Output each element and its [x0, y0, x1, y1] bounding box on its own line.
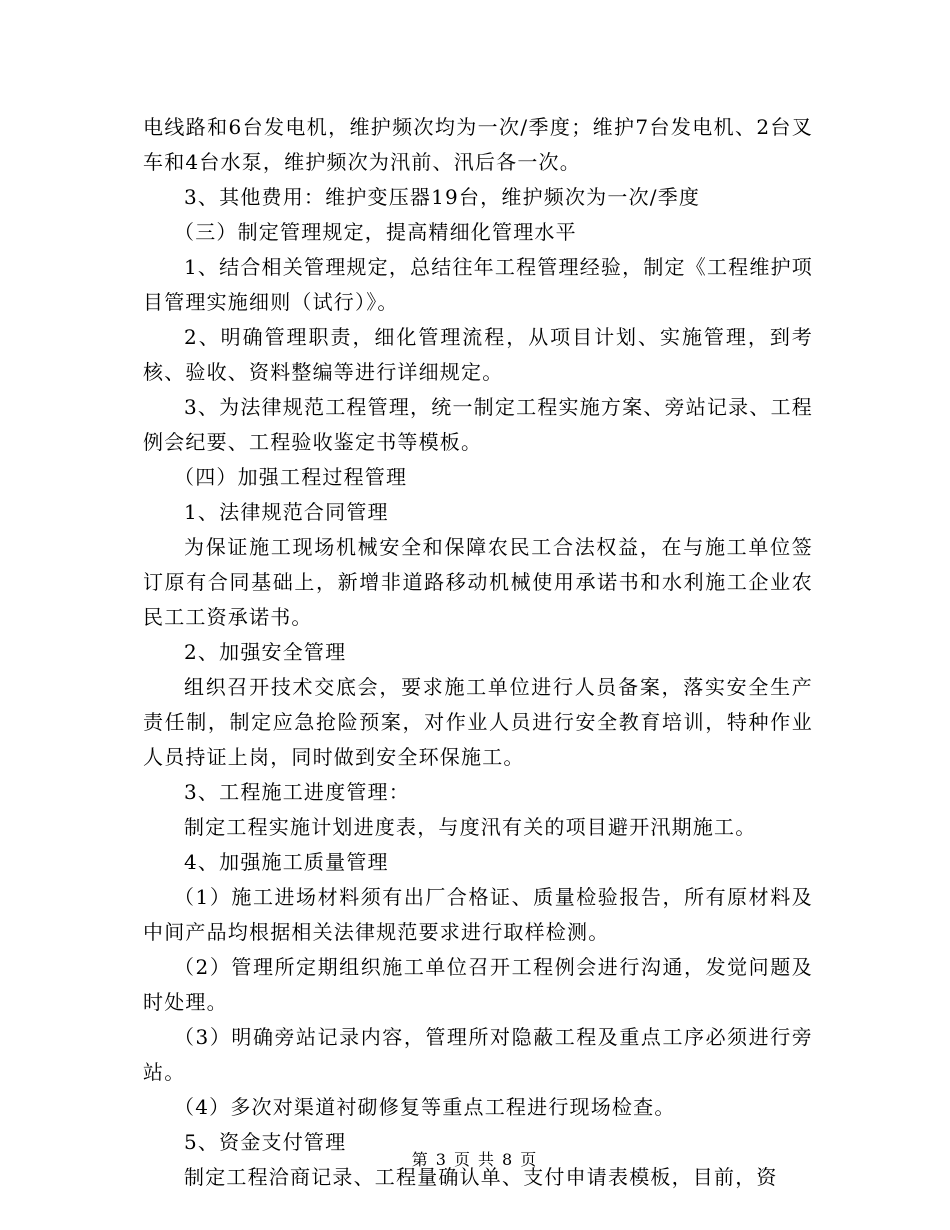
paragraph-contract: 为保证施工现场机械安全和保障农民工合法权益，在与施工单位签订原有合同基础上，新增非道路移动机械使用承诺书和水利施工企业农民工工资承诺书。 [143, 535, 813, 629]
paragraph-1: 电线路和6台发电机，维护频次均为一次/季度；维护7台发电机、2台叉车和4台水泵，维护频次为汛前、汛后各一次。 [143, 115, 813, 174]
page-number: 3 [435, 1150, 448, 1169]
footer-prefix: 第 [411, 1150, 430, 1169]
paragraph-2: 3、其他费用：维护变压器19台，维护频次为一次/季度 [184, 185, 701, 209]
footer-total-label: 共 [478, 1150, 497, 1169]
section-heading-3: （三）制定管理规定，提高精细化管理水平 [174, 220, 577, 244]
paragraph-5: 2、明确管理职责，细化管理流程，从项目计划、实施管理，到考核、验收、资料整编等进行详细规定。 [143, 325, 813, 384]
section-heading-4: （四）加强工程过程管理 [174, 465, 408, 489]
document-body [143, 110, 813, 1195]
page-footer [0, 1150, 950, 1170]
quality-item-2: （2）管理所定期组织施工单位召开工程例会进行沟通，发觉问题及时处理。 [143, 955, 813, 1014]
paragraph-safety: 组织召开技术交底会，要求施工单位进行人员备案，落实安全生产责任制，制定应急抢险预案，对作业人员进行安全教育培训，特种作业人员持证上岗，同时做到安全环保施工。 [143, 675, 813, 769]
paragraph-progress: 制定工程实施计划进度表，与度汛有关的项目避开汛期施工。 [184, 815, 757, 839]
page-total: 8 [502, 1150, 515, 1169]
paragraph-payment: 制定工程洽商记录、工程量确认单、支付申请表模板，目前，资 [184, 1165, 778, 1189]
quality-item-3: （3）明确旁站记录内容，管理所对隐蔽工程及重点工序必须进行旁站。 [143, 1025, 813, 1084]
subheading-safety: 2、加强安全管理 [184, 640, 347, 664]
subheading-progress: 3、工程施工进度管理： [184, 780, 410, 804]
subheading-payment: 5、资金支付管理 [184, 1130, 347, 1154]
paragraph-6: 3、为法律规范工程管理，统一制定工程实施方案、旁站记录、工程例会纪要、工程验收鉴定书等模板。 [143, 395, 813, 454]
paragraph-4: 1、结合相关管理规定，总结往年工程管理经验，制定《工程维护项目管理实施细则（试行）》。 [143, 255, 813, 314]
footer-page-unit: 页 [453, 1150, 472, 1169]
subheading-quality: 4、加强施工质量管理 [184, 850, 389, 874]
subheading-contract: 1、法律规范合同管理 [184, 500, 389, 524]
footer-total-unit: 页 [520, 1150, 539, 1169]
quality-item-4: （4）多次对渠道衬砌修复等重点工程进行现场检查。 [174, 1095, 676, 1119]
quality-item-1: （1）施工进场材料须有出厂合格证、质量检验报告，所有原材料及中间产品均根据相关法律规范要求进行取样检测。 [143, 885, 813, 944]
